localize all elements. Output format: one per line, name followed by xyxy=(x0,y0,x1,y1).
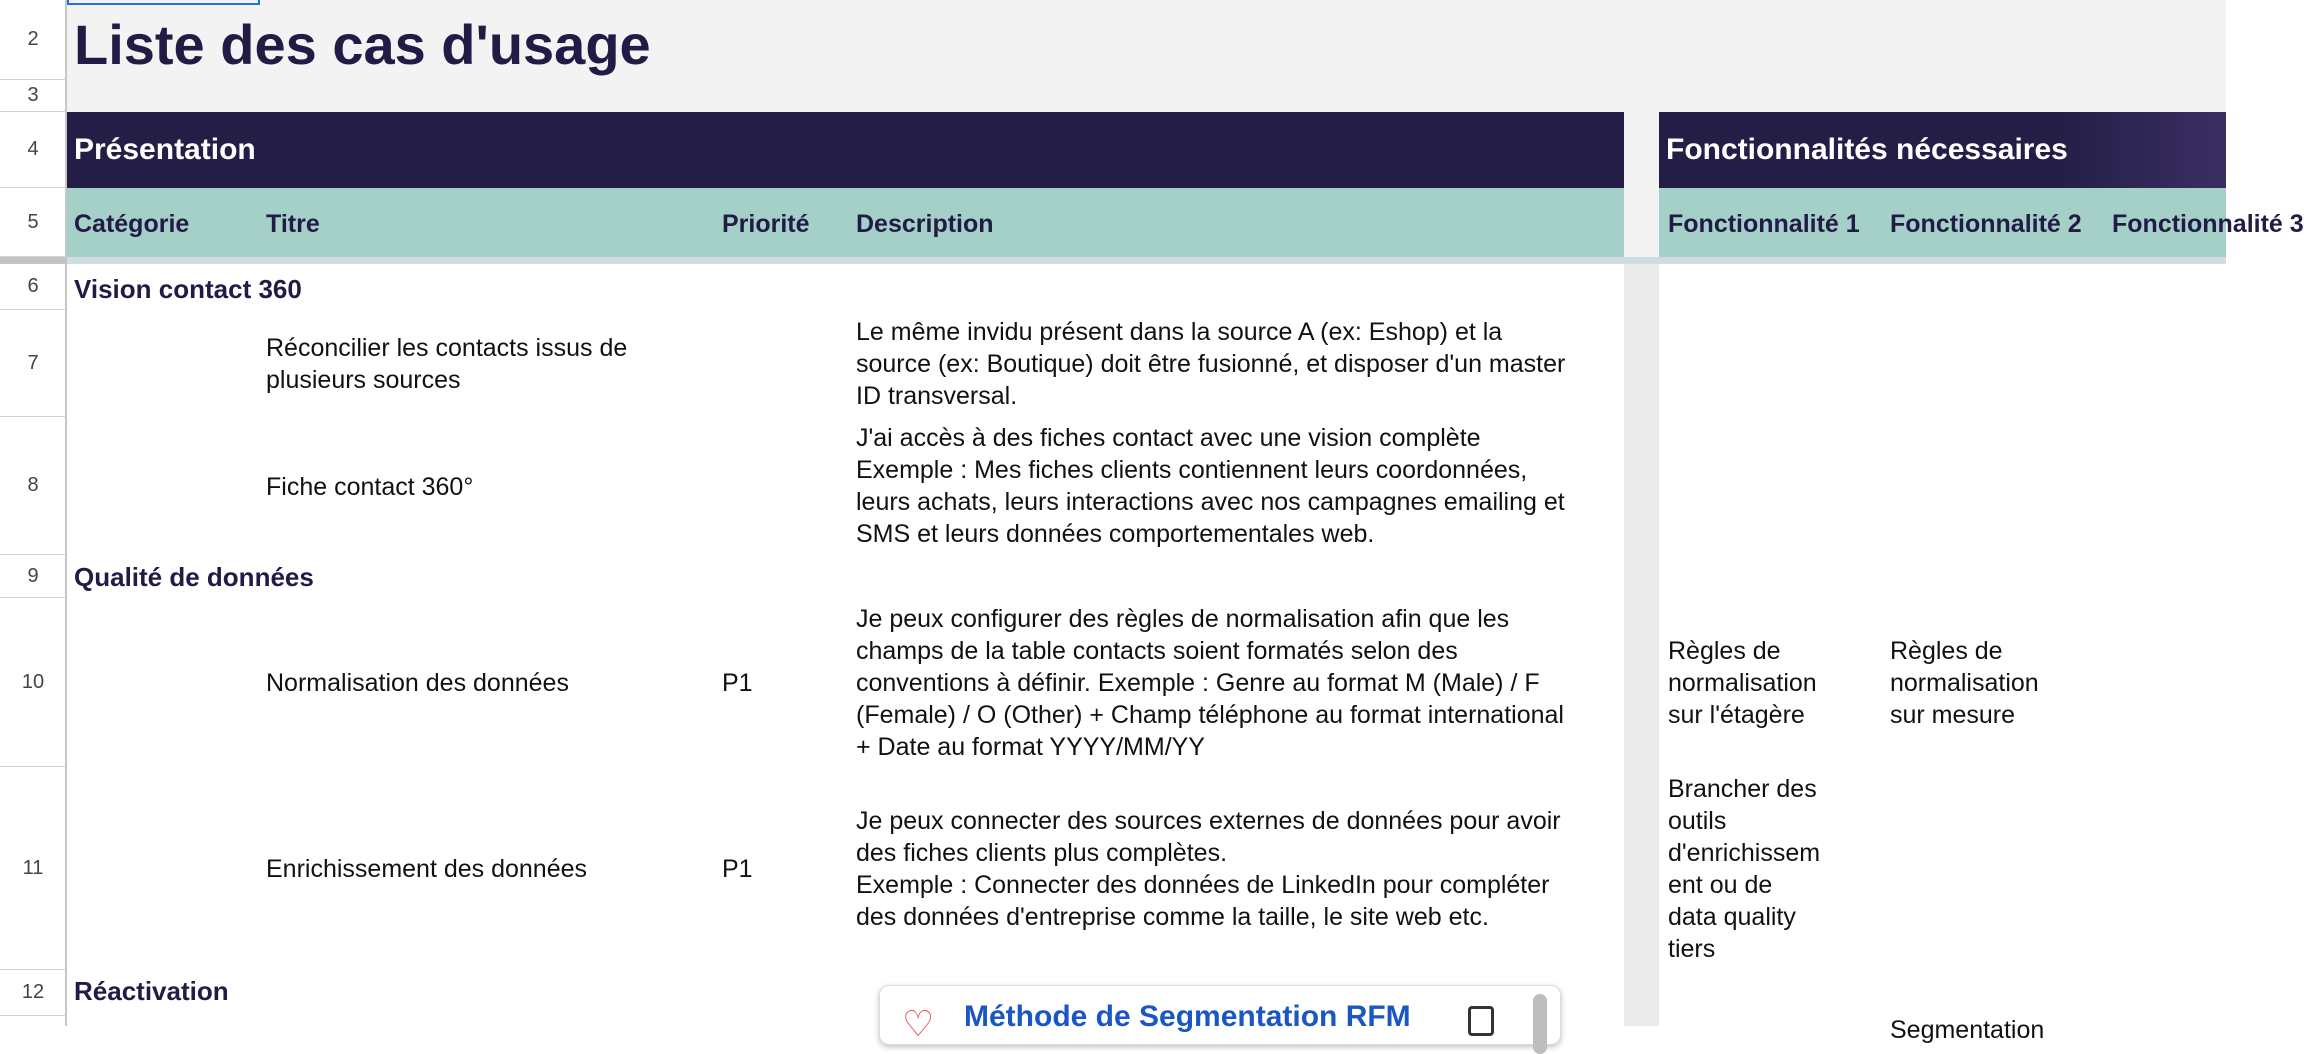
heart-icon: ♡ xyxy=(902,1003,935,1044)
item-priority[interactable]: P1 xyxy=(722,855,753,883)
item-title[interactable]: Enrichissement des données xyxy=(266,855,588,883)
row12-fonctionnalite-2-clip xyxy=(1890,1014,2110,1044)
column-header-description[interactable]: Description xyxy=(856,210,994,238)
row-number[interactable]: 10 xyxy=(0,598,66,767)
frozen-rows-handle[interactable] xyxy=(0,257,67,264)
scrollbar-thumb[interactable] xyxy=(1533,994,1547,1054)
item-description[interactable]: J'ai accès à des fiches contact avec une vision complète Exemple : Mes fiches clients contiennent leurs coordonnées, leurs achats, leurs interactions avec nos campagnes emailing et SMS et leurs données comportementales web. xyxy=(856,424,1565,548)
section-header-presentation[interactable]: Présentation xyxy=(67,112,1624,188)
column-header-titre[interactable]: Titre xyxy=(266,210,320,238)
row-number[interactable]: 4 xyxy=(0,112,66,188)
item-fonctionnalite-1[interactable]: Règles de normalisation sur l'étagère xyxy=(1668,637,1817,729)
row-number[interactable]: 2 xyxy=(0,0,66,80)
item-fonctionnalite-1[interactable]: Brancher des outils d'enrichissem ent ou de data quality tiers xyxy=(1668,775,1821,963)
section-header-fonctionnalites[interactable]: Fonctionnalités nécessaires xyxy=(1659,112,2226,188)
row-number[interactable]: 9 xyxy=(0,555,66,598)
row-number[interactable]: 12 xyxy=(0,970,66,1016)
column-header-fonctionnalite-3-clip xyxy=(2112,188,2304,257)
column-header-priorite[interactable]: Priorité xyxy=(722,210,810,238)
item-fonctionnalite-2[interactable]: Règles de normalisation sur mesure xyxy=(1890,637,2039,729)
row-number[interactable]: 11 xyxy=(0,767,66,970)
row-number[interactable]: 6 xyxy=(0,264,66,310)
category-qualite-donnees[interactable]: Qualité de données xyxy=(74,562,314,592)
row-number[interactable]: 8 xyxy=(0,417,66,555)
row-number[interactable]: 3 xyxy=(0,80,66,112)
item-fonctionnalite-2[interactable]: Segmentation xyxy=(1890,1016,2045,1044)
link-preview-title[interactable]: Méthode de Segmentation RFM xyxy=(964,1000,1411,1033)
item-description[interactable]: Je peux configurer des règles de normalisation afin que les champs de la table contacts soient formatés selon des conventions à définir. Exemple : Genre au format M (Male) / F (Female) / O (Other) + Champ téléphone au format international + Date au format YYYY/MM/YY xyxy=(856,605,1564,761)
row-number[interactable]: 5 xyxy=(0,188,66,257)
spacer-column-header xyxy=(1624,112,1659,264)
copy-icon[interactable] xyxy=(1468,1006,1494,1036)
column-header-fonctionnalite-1[interactable]: Fonctionnalité 1 xyxy=(1668,210,1860,238)
frozen-rows-divider[interactable] xyxy=(0,257,2226,264)
item-priority[interactable]: P1 xyxy=(722,669,753,697)
column-header-fonctionnalite-2[interactable]: Fonctionnalité 2 xyxy=(1890,210,2082,238)
row-number[interactable]: 7 xyxy=(0,310,66,417)
page-title: Liste des cas d'usage xyxy=(74,13,651,76)
category-reactivation[interactable]: Réactivation xyxy=(74,976,229,1006)
row-number-gutter xyxy=(0,0,67,1026)
item-title[interactable]: Réconcilier les contacts issus de plusieurs sources xyxy=(266,334,628,394)
category-vision-contact[interactable]: Vision contact 360 xyxy=(74,274,302,304)
item-description[interactable]: Le même invidu présent dans la source A (ex: Eshop) et la source (ex: Boutique) doit être fusionné, et disposer d'un master ID transversal. xyxy=(856,318,1566,410)
selected-cell-outline[interactable] xyxy=(67,0,260,5)
item-description[interactable]: Je peux connecter des sources externes de données pour avoir des fiches clients plus complètes. Exemple : Connecter des données de LinkedIn pour compléter des données d'entreprise comme la taille, le site web etc. xyxy=(856,807,1561,931)
link-preview-chip[interactable] xyxy=(879,985,1561,1045)
column-header-fonctionnalite-3[interactable]: Fonctionnalité 3 xyxy=(2112,210,2304,238)
item-title[interactable]: Normalisation des données xyxy=(266,669,569,697)
column-header-categorie[interactable]: Catégorie xyxy=(74,210,190,238)
item-title[interactable]: Fiche contact 360° xyxy=(266,473,474,501)
